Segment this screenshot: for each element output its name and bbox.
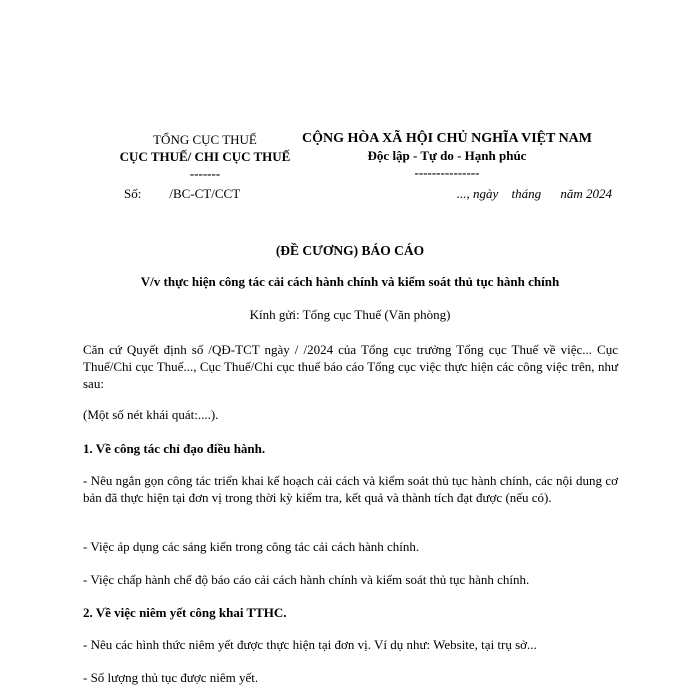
date-year: năm 2024 bbox=[560, 186, 612, 201]
date-month: tháng bbox=[511, 186, 542, 201]
document-subtitle: V/v thực hiện công tác cải cách hành chính và kiểm soát thủ tục hành chính bbox=[140, 274, 560, 289]
document-number bbox=[124, 186, 240, 202]
agency-name: CỤC THUẾ/ CHI CỤC THUẾ bbox=[119, 149, 291, 164]
national-title: CỘNG HÒA XÃ HỘI CHỦ NGHĨA VIỆT NAM bbox=[301, 131, 592, 146]
paragraph-item: - Nêu các hình thức niêm yết được thực hiện tại đơn vị. Ví dụ như: Website, tại trụ sở... bbox=[83, 637, 537, 652]
section-heading-1: 1. Về công tác chỉ đạo điều hành. bbox=[83, 441, 266, 456]
document-number-code: /BC-CT/CCT bbox=[169, 186, 241, 201]
section-heading-2: 2. Về việc niêm yết công khai TTHC. bbox=[83, 605, 287, 620]
paragraph-basis: Căn cứ Quyết định số /QĐ-TCT ngày / /2024 của Tổng cục trưởng Tổng cục Thuế về việc... Cục Thuế/Chi cục Thuế..., Cục Thuế/Chi cục thuế báo cáo Tổng cục việc thực hiện các công việc trên, như sau: bbox=[83, 342, 618, 391]
document-greeting: Kính gửi: Tổng cục Thuế (Văn phòng) bbox=[249, 307, 451, 322]
document-date bbox=[457, 186, 612, 202]
national-divider: --------------- bbox=[414, 165, 480, 180]
paragraph-item: - Nêu ngắn gọn công tác triển khai kế hoạch cải cách và kiểm soát thủ tục hành chính, các nội dung cơ bản đã thực hiện tại đơn vị trong thời kỳ kiểm tra, kết quả và thành tích đạt được (nếu có). bbox=[83, 473, 618, 505]
document-title: (ĐỀ CƯƠNG) BÁO CÁO bbox=[275, 243, 425, 258]
paragraph-item: - Việc chấp hành chế độ báo cáo cải cách hành chính và kiểm soát thủ tục hành chính. bbox=[83, 572, 530, 587]
date-place-day: ..., ngày bbox=[456, 186, 499, 201]
national-motto: Độc lập - Tự do - Hạnh phúc bbox=[367, 148, 527, 163]
document-number-label: Số: bbox=[124, 186, 142, 201]
paragraph-item: - Số lượng thủ tục được niêm yết. bbox=[83, 670, 259, 685]
paragraph-item: - Việc áp dụng các sáng kiến trong công tác cải cách hành chính. bbox=[83, 539, 420, 554]
national-header bbox=[282, 130, 612, 181]
agency-divider: ------- bbox=[189, 166, 221, 181]
paragraph-overview: (Một số nét khái quát:....). bbox=[83, 407, 219, 422]
agency-parent-name: TỔNG CỤC THUẾ bbox=[153, 132, 257, 147]
